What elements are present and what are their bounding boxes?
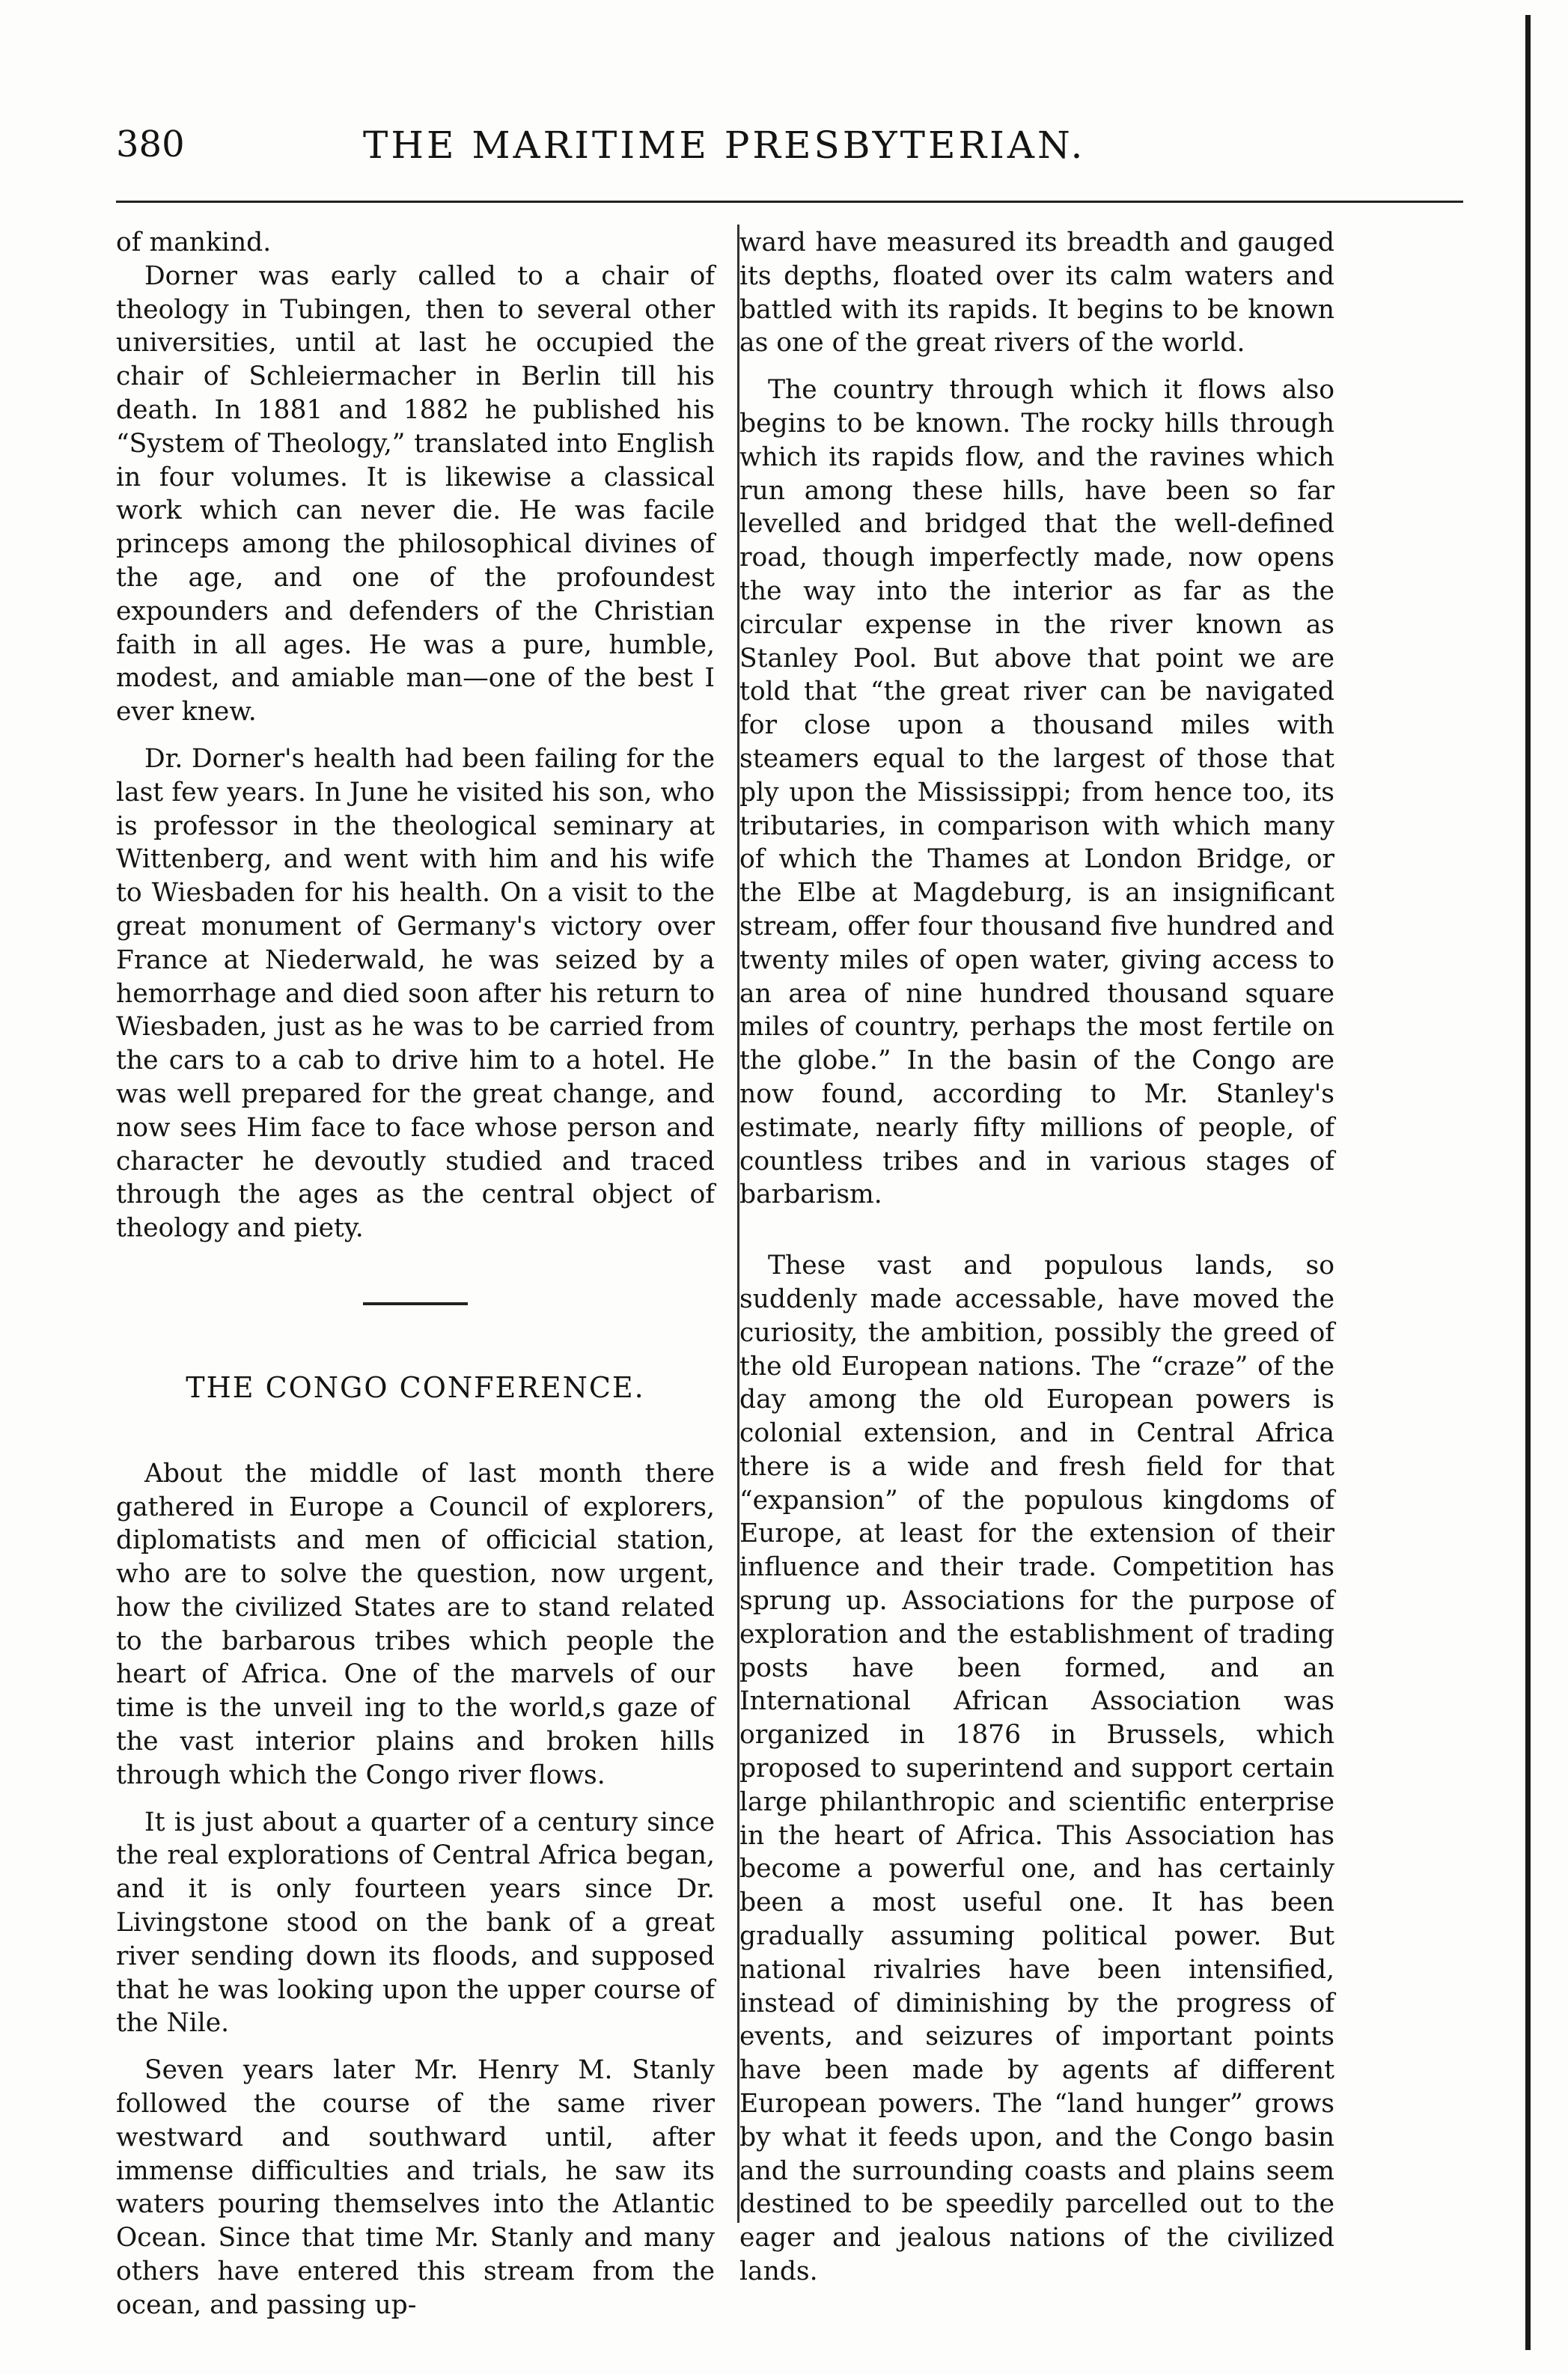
- paragraph: These vast and populous lands, so suddenly made accessable, have moved the curiosity, the ambition, possibly the greed of the old European nations. The “craze” of the day among the old European powers is colonial extension, and in Central Africa there is a wide and fresh field for that “expansion” of the populous kingdoms of Europe, at least for the extension of their influence and their trade. Competition has sprung up. Associations for the purpose of exploration and the establishment of trading posts have been formed, and an International African Association was organized in 1876 in Brussels, which proposed to superintend and support certain large philanthropic and scientific enterprise in the heart of Africa. This Association has become a powerful one, and has certainly been a most useful one. It has been gradually assuming political power. But national rivalries have been intensified, instead of diminishing by the progress of events, and seizures of important points have been made by agents af different European powers. The “land hunger” grows by what it feeds upon, and the Congo basin and the surrounding coasts and plains seem destined to be speedily parcelled out to the eager and jealous nations of the civilized lands.: [739, 1251, 1334, 2287]
- header-rule: [116, 201, 1463, 203]
- paragraph: ward have measured its breadth and gauged its depths, floated over its calm waters and battled with its rapids. It begins to be known as one of the great rivers of the world.: [739, 228, 1334, 358]
- paragraph: of mankind.: [116, 228, 272, 257]
- left-column: [116, 226, 715, 2322]
- paragraph: Dr. Dorner's health had been failing for the last few years. In June he visited his son, who is professor in the theological seminary at Wittenberg, and went with him and his wife to Wiesbaden for his health. On a visit to the great monument of Germany's victory over France at Niederwald, he was seized by a hemorrhage and died soon after his return to Wiesbaden, just as he was to be carried from the cars to a cab to drive him to a hotel. He was well prepared for the great change, and now sees Him face to face whose person and character he devoutly studied and traced through the ages as the central object of theology and piety.: [116, 743, 715, 1244]
- page-number: 380: [116, 123, 185, 165]
- paragraph: About the middle of last month there gathered in Europe a Council of explorers, diplomatists and men of officicial station, who are to solve the question, now urgent, how the civilized States are to stand related to the barbarous tribes which people the heart of Africa. One of the marvels of our time is the unveil ing to the world,s gaze of the vast interior plains and broken hills through which the Congo river flows.: [116, 1458, 715, 1790]
- paragraph-spacer: [739, 1212, 1334, 1236]
- section-heading: THE CONGO CONFERENCE.: [186, 1370, 645, 1404]
- page-header: [116, 123, 1471, 183]
- paragraph: It is just about a quarter of a century since the real explorations of Central Africa began, and it is only fourteen years since Dr. Livingstone stood on the bank of a great river sending down its floods, and supposed that he was looking upon the upper course of the Nile.: [116, 1807, 715, 2039]
- section-separator: [363, 1302, 468, 1305]
- paragraph: Dorner was early called to a chair of theology in Tubingen, then to several other universities, until at last he occupied the chair of Schleiermacher in Berlin till his death. In 1881 and 1882 he published his “System of Theology,” translated into English in four volumes. It is likewise a classical work which can never die. He was facile princeps among the philosophical divines of the age, and one of the profoundest expounders and defenders of the Christian faith in all ages. He was a pure, humble, modest, and amiable man—one of the best I ever knew.: [116, 260, 715, 727]
- paragraph: The country through which it flows also begins to be known. The rocky hills through which its rapids flow, and the ravines which run among these hills, have been so far levelled and bridged that the well-defined road, though imperfectly made, now opens the way into the interior as far as the circular expense in the river known as Stanley Pool. But above that point we are told that “the great river can be navigated for close upon a thousand miles with steamers equal to the largest of those that ply upon the Mississippi; from hence too, its tributaries, in comparison with which many of which the Thames at London Bridge, or the Elbe at Magdeburg, is an insignificant stream, offer four thousand five hundred and twenty miles of open water, giving access to an area of nine hundred thousand square miles of country, perhaps the most fertile on the globe.” In the basin of the Congo are now found, according to Mr. Stanley's estimate, nearly fifty millions of people, of countless tribes and in various stages of barbarism.: [739, 375, 1334, 1210]
- running-title: THE MARITIME PRESBYTERIAN.: [363, 123, 1086, 167]
- page-edge-rule: [1525, 15, 1531, 2350]
- paragraph: Seven years later Mr. Henry M. Stanly followed the course of the same river westward and southward until, after immense difficulties and trials, he saw its waters pouring themselves into the Atlantic Ocean. Since that time Mr. Stanly and many others have entered this stream from the ocean, and passing up-: [116, 2055, 715, 2320]
- right-column: [739, 226, 1334, 2289]
